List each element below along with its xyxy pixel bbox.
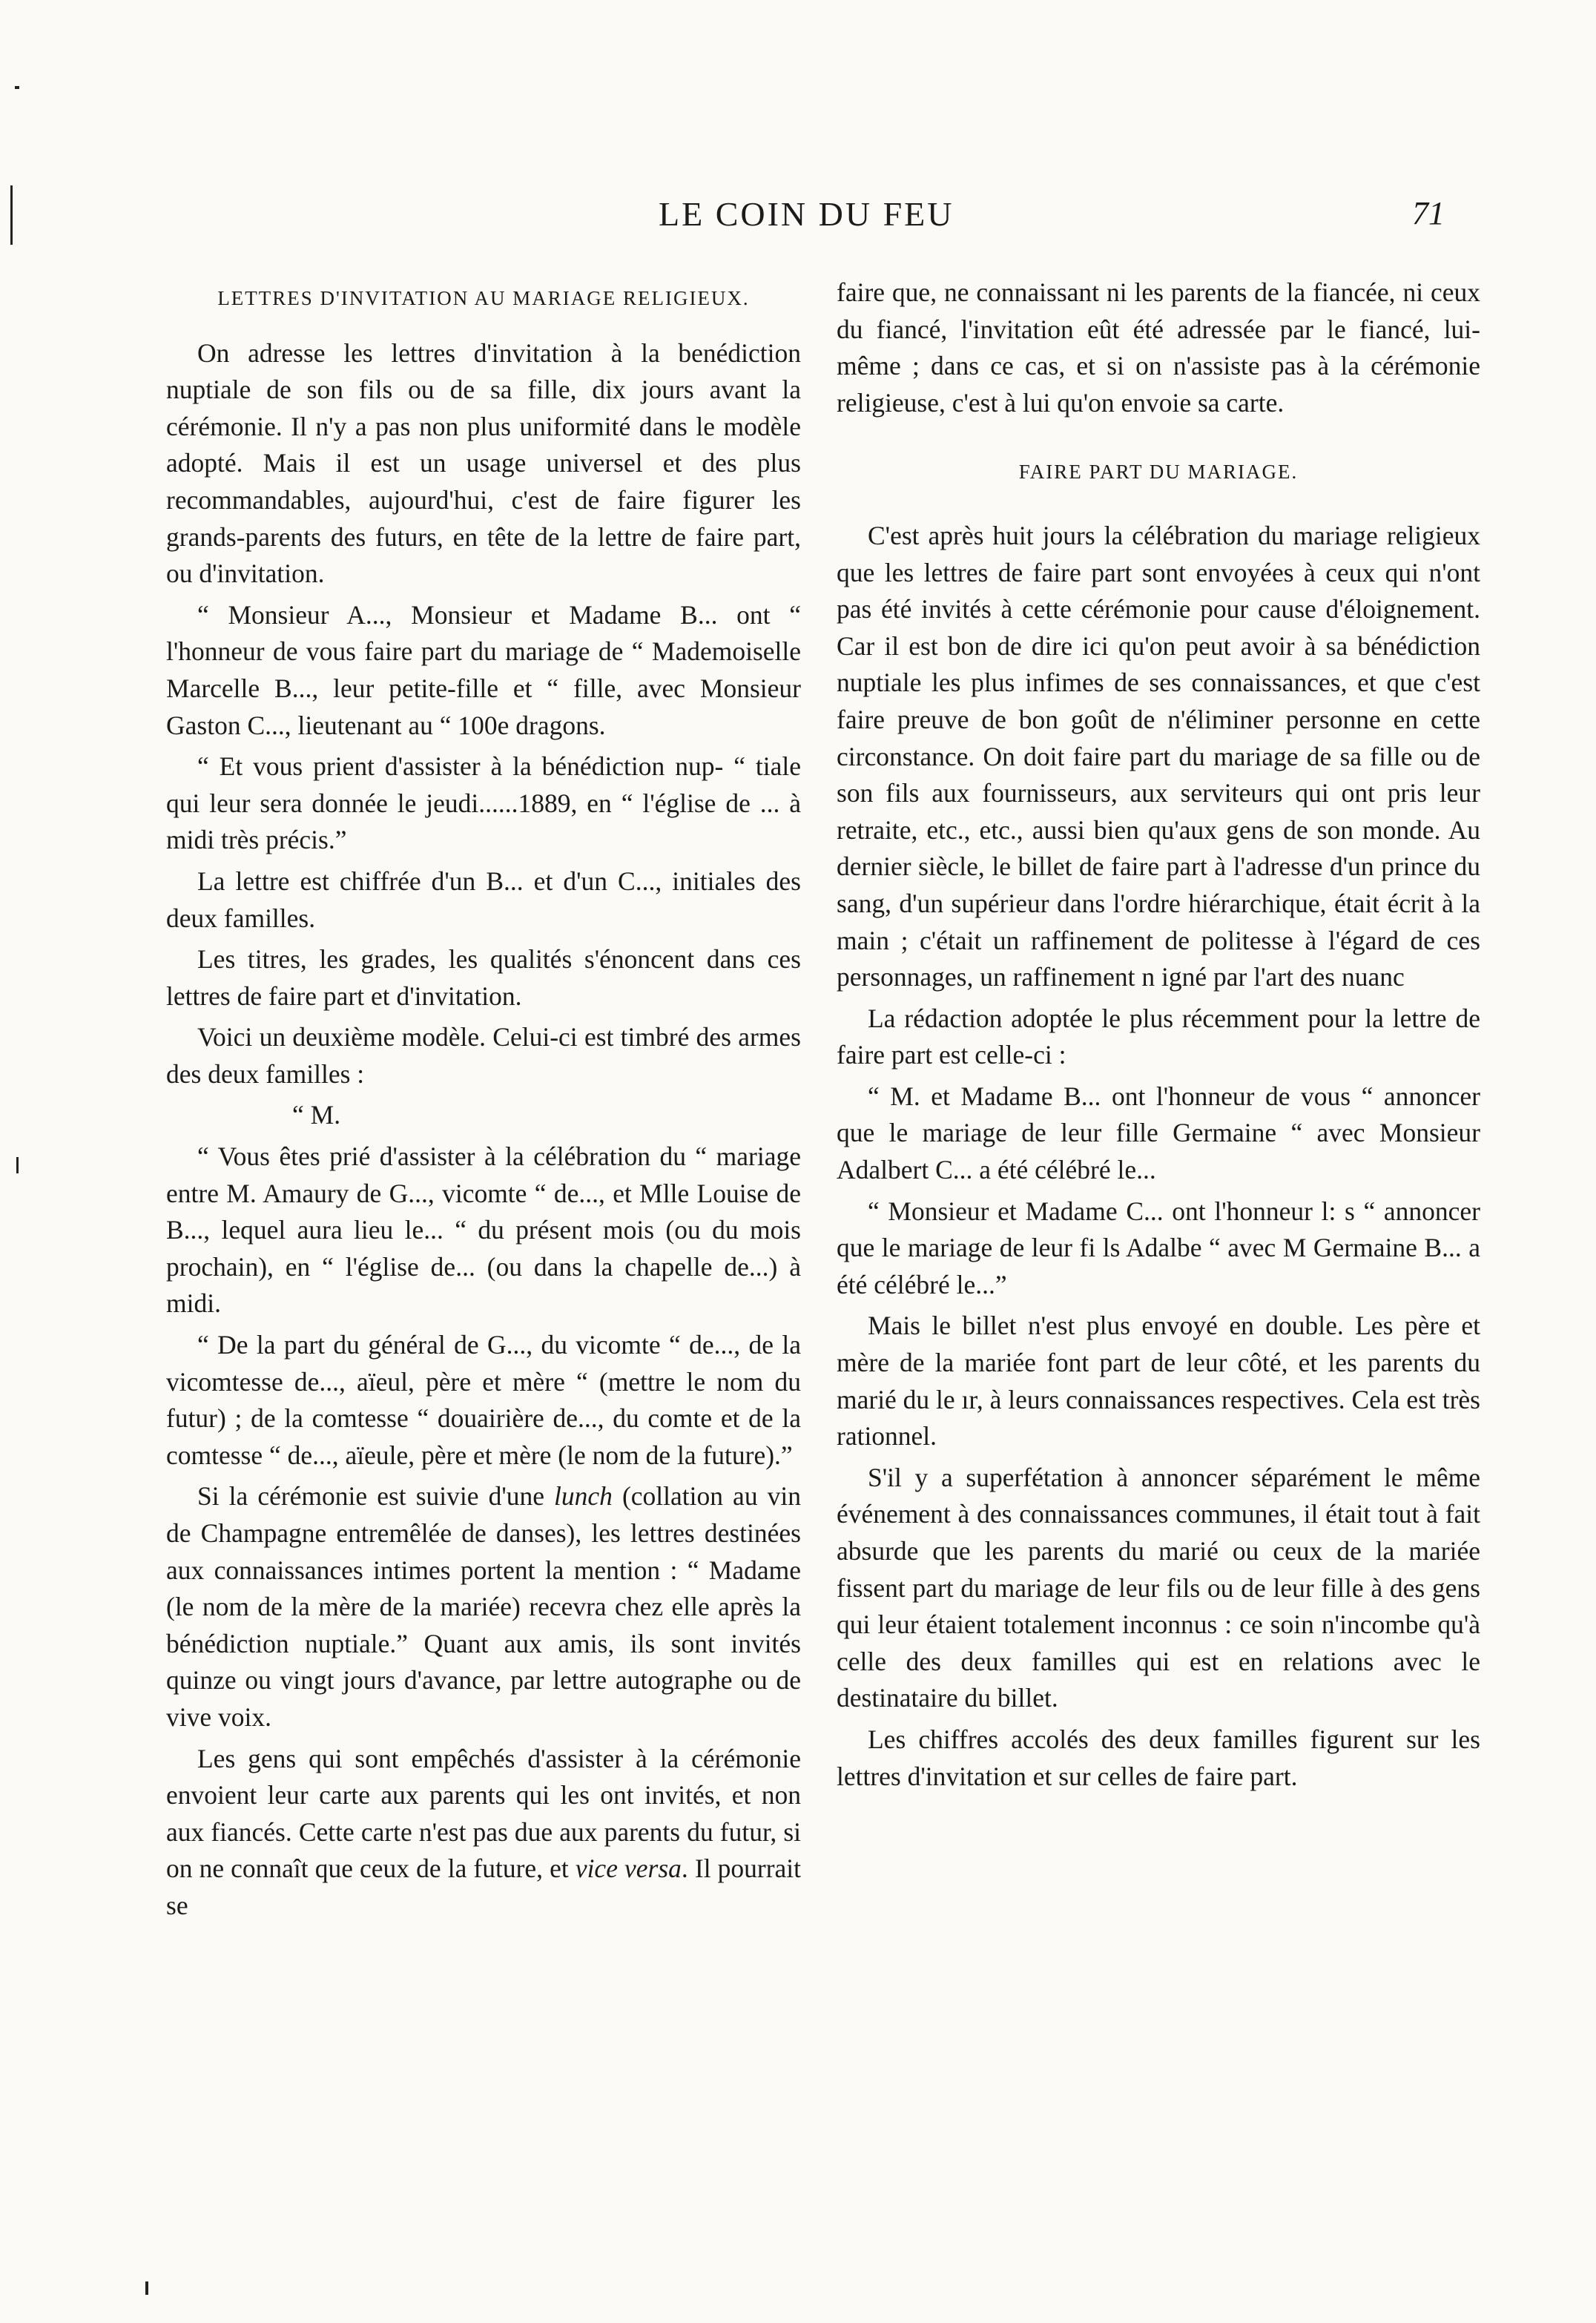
page-number: 71 — [1412, 195, 1445, 231]
paragraph — [166, 1478, 801, 1736]
scan-mark — [16, 1157, 19, 1173]
scan-mark — [10, 185, 13, 245]
paragraph: C'est après huit jours la célébration du mariage religieux que les lettres de faire part sont envoyées à ceux qui n'ont pas été invités à cette cérémonie pour cause d'éloignement. Car il est bon de dire ici qu'on peut avoir à sa bénédiction nuptiale les plus infimes de ses connaissances, et que c'est faire preuve de bon goût de n'éliminer personne en cette circonstance. On doit faire part du mariage de sa fille ou de son fils aux fournisseurs, aux serviteurs qui ont pris leur retraite, etc., etc., aussi bien qu'aux gens de son monde. Au dernier siècle, le billet de faire part à l'adresse d'un prince du sang, d'un supérieur dans l'ordre hiérarchique, était écrit à la main ; c'était un raffinement de politesse à l'égard de ces personnages, un raffinement n igné par l'art des nuanc — [837, 520, 1480, 992]
text-run: . Il pourrait se — [166, 1854, 802, 1920]
paragraph — [166, 1741, 801, 1925]
quoted-model: “ M. — [292, 1100, 341, 1130]
paragraph: On adresse les lettres d'invitation à la benédiction nuptiale de son fils ou de sa fille, dix jours avant la cérémonie. Il n'y a pas non plus uniformité dans le modèle adopté. Mais il est un usage universel et des plus recommandables, aujourd'hui, c'est de faire figurer les grands-parents des futurs, en tête de la lettre de faire part, ou d'invitation. — [166, 337, 801, 589]
section-heading-invitations: LETTRES D'INVITATION AU MARIAGE RELIGIEUX. — [217, 287, 750, 309]
paragraph: S'il y a superfétation à annoncer séparément le même événement à des connaissances communes, il était tout à fait absurde que les parents du marié ou ceux de la mariée fissent part du mariage de leur fils ou de leur fille à des gens qui leur étaient totalement inconnus : ce soin n'incombe qu'à celle des deux familles qui est en relations avec le destinataire du billet. — [837, 1462, 1480, 1713]
quoted-model: “ Monsieur et Madame C... ont l'honneur l: s “ annoncer que le mariage de leur fi ls Adalbe “ avec M Germaine B... a été célébré le...” — [837, 1196, 1480, 1299]
italic-text: lunch — [554, 1481, 613, 1512]
scan-mark — [145, 2281, 148, 2295]
paragraph: Mais le billet n'est plus envoyé en double. Les père et mère de la mariée font part de leur côté, et les parents du marié du le ır, à leurs connaissances respectives. Cela est très rationnel. — [837, 1311, 1480, 1452]
italic-text: vice versa — [575, 1854, 682, 1884]
quoted-model: “ Et vous prient d'assister à la bénédiction nup- “ tiale qui leur sera donnée le jeudi......1889, en “ l'église de ... à midi très précis.” — [166, 751, 801, 855]
quoted-model: “ De la part du général de G..., du vicomte “ de..., de la vicomtesse de..., aïeul, père et mère “ (mettre le nom du futur) ; de la comtesse “ douairière de..., du comte et de la comtesse “ de..., aïeule, père et mère (le nom de la future).” — [166, 1330, 801, 1470]
section-heading-faire-part: FAIRE PART DU MARIAGE. — [1018, 461, 1299, 484]
paragraph: Les titres, les grades, les qualités s'énoncent dans ces lettres de faire part et d'invitation. — [166, 944, 801, 1011]
quoted-model: “ M. et Madame B... ont l'honneur de vous “ annoncer que le mariage de leur fille Germaine “ avec Monsieur Adalbert C... a été célébré le... — [837, 1081, 1480, 1185]
left-column — [166, 274, 801, 1929]
text-run: Si la cérémonie est suivie d'une — [197, 1481, 555, 1512]
paragraph: Voici un deuxième modèle. Celui-ci est timbré des armes des deux familles : — [166, 1022, 801, 1089]
paragraph: faire que, ne connaissant ni les parents de la fiancée, ni ceux du fiancé, l'invitation eût été adressée par le fiancé, lui-même ; dans ce cas, et si on n'assiste pas à la cérémonie religieuse, c'est à lui qu'on envoie sa carte. — [837, 277, 1480, 418]
paragraph: La rédaction adoptée le plus récemment pour la lettre de faire part est celle-ci : — [837, 1003, 1480, 1070]
text-run: Les gens qui sont empêchés d'assister à la cérémonie envoient leur carte aux parents qui les ont invités, et non aux fiancés. Cette carte n'est pas due aux parents du futur, si on ne connaît que ceux de la future, et — [166, 1743, 801, 1884]
running-title: LE COIN DU FEU — [659, 195, 954, 233]
quoted-model: “ Vous êtes prié d'assister à la célébration du “ mariage entre M. Amaury de G..., vicomte “ de..., et Mlle Louise de B..., lequel aura lieu le... “ du présent mois (ou du mois prochain), en “ l'église de... (ou dans la chapelle de...) à midi. — [166, 1141, 801, 1319]
scan-mark — [15, 86, 19, 89]
paragraph: La lettre est chiffrée d'un B... et d'un C..., initiales des deux familles. — [166, 866, 801, 933]
quoted-model: “ Monsieur A..., Monsieur et Madame B... ont “ l'honneur de vous faire part du mariage de “ Mademoiselle Marcelle B..., leur petite-fille et “ fille, avec Monsieur Gaston C..., lieutenant au “ 100e dragons. — [166, 599, 801, 740]
right-column — [837, 274, 1480, 1799]
paragraph: Les chiffres accolés des deux familles figurent sur les lettres d'invitation et sur celles de faire part. — [837, 1724, 1480, 1791]
text-run: (collation au vin de Champagne entremêlée de danses), les lettres destinées aux connaissances intimes portent la mention : “ Madame (le nom de la mère de la mariée) recevra chez elle après la bénédiction nuptiale.” Quant aux amis, ils sont invités quinze ou vingt jours d'avance, par lettre autographe ou de vive voix. — [166, 1481, 801, 1732]
